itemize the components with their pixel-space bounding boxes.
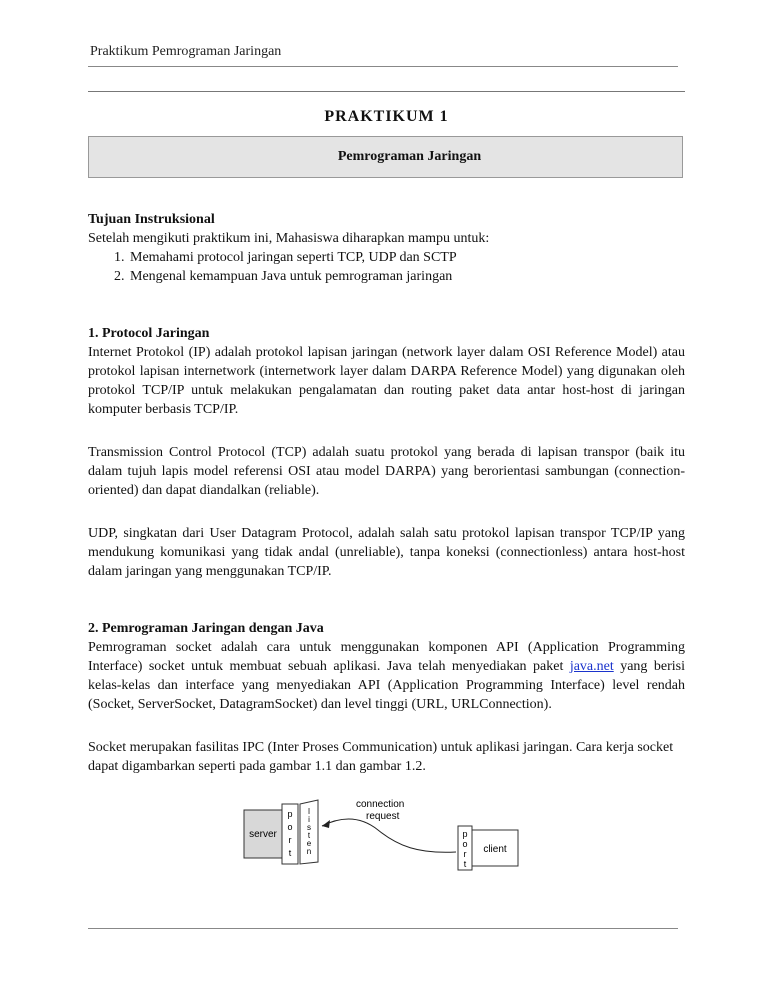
connection-request-arrow <box>322 819 456 852</box>
page-title: PRAKTIKUM 1 <box>324 108 449 125</box>
objectives-list <box>88 248 685 286</box>
listen-letter: n <box>306 847 312 856</box>
section1-paragraph-tcp: Transmission Control Protocol (TCP) adalah suatu protokol yang berada di lapisan transpor (baik itu dalam tujuh lapis model referensi OSI atau model DARPA) yang berorientasi sambungan (connection-oriented) dan dapat diandalkan (reliable). <box>88 445 685 498</box>
server-port-letter: o <box>287 822 293 832</box>
arrow-head-icon <box>322 820 330 828</box>
server-port-letter: r <box>288 835 292 845</box>
client-label: client <box>483 844 507 855</box>
section2-text-before-link: Pemrograman socket adalah cara untuk menggunakan komponen API (Application Programming Interface) socket untuk membuat sebuah aplikasi. Java telah menyediakan paket <box>88 640 685 674</box>
server-port-letter: p <box>287 809 293 819</box>
server-label: server <box>249 829 277 840</box>
section1-paragraph-udp: UDP, singkatan dari User Datagram Protocol, adalah salah satu protokol lapisan transpor TCP/IP yang mendukung komunikasi yang tidak andal (unreliable), tanpa koneksi (connectionless) antara host-host dalam jaringan yang menggunakan TCP/IP. <box>88 526 685 579</box>
spacer <box>88 419 685 443</box>
title-rule <box>88 91 685 92</box>
section2-paragraph-socket-programming <box>88 638 685 714</box>
server-port-letter: t <box>288 848 292 858</box>
listen-letter: i <box>308 815 310 824</box>
connection-label: connection <box>356 799 405 810</box>
page-subtitle: Pemrograman Jaringan <box>337 149 482 164</box>
client-port-letter: r <box>463 849 467 859</box>
subtitle-box <box>88 136 683 178</box>
running-header: Praktikum Pemrograman Jaringan <box>90 44 282 59</box>
listen-letter: l <box>308 807 310 816</box>
header-rule <box>88 66 678 67</box>
list-item: 2. Mengenal kemampuan Java untuk pemrograman jaringan <box>128 267 685 286</box>
java-net-link[interactable]: java.net <box>569 659 614 674</box>
client-port-letter: t <box>463 859 467 869</box>
spacer <box>88 581 685 619</box>
socket-connection-figure <box>238 796 528 876</box>
section2-heading: 2. Pemrograman Jaringan dengan Java <box>88 621 324 636</box>
client-port-letter: p <box>462 829 468 839</box>
spacer <box>88 286 685 324</box>
section2-text-after-link: yang berisi kelas-kelas dan interface yang menyediakan API (Application Programming Interface) level rendah (Socket, ServerSocket, DatagramSocket) dan level tinggi (URL, URLConnection). <box>88 659 685 712</box>
list-item: 1. Memahami protocol jaringan seperti TCP, UDP dan SCTP <box>128 248 685 267</box>
objectives-intro: Setelah mengikuti praktikum ini, Mahasiswa diharapkan mampu untuk: <box>88 231 490 246</box>
client-port-letter: o <box>462 839 468 849</box>
document-body <box>88 210 685 776</box>
spacer <box>88 500 685 524</box>
footer-rule <box>88 928 678 929</box>
section1-paragraph-ip: Internet Protokol (IP) adalah protokol lapisan jaringan (network layer dalam OSI Reference Model) atau protokol lapisan internetwork (internetwork layer dalam DARPA Reference Model) yang digunakan oleh protokol TCP/IP untuk melakukan pengalamatan dan routing paket data antar host-host di jaringan komputer berbasis TCP/IP. <box>88 345 685 417</box>
objectives-heading: Tujuan Instruksional <box>88 212 215 227</box>
request-label: request <box>366 811 400 822</box>
listen-letter: e <box>306 839 312 848</box>
section2-paragraph-ipc: Socket merupakan fasilitas IPC (Inter Proses Communication) untuk aplikasi jaringan. Cara kerja socket dapat digambarkan seperti pada gambar 1.1 dan gambar 1.2. <box>88 740 674 774</box>
section1-heading: 1. Protocol Jaringan <box>88 326 210 341</box>
spacer <box>88 714 685 738</box>
listen-letter: s <box>307 823 311 832</box>
socket-diagram <box>238 796 528 876</box>
listen-letter: t <box>307 831 311 840</box>
